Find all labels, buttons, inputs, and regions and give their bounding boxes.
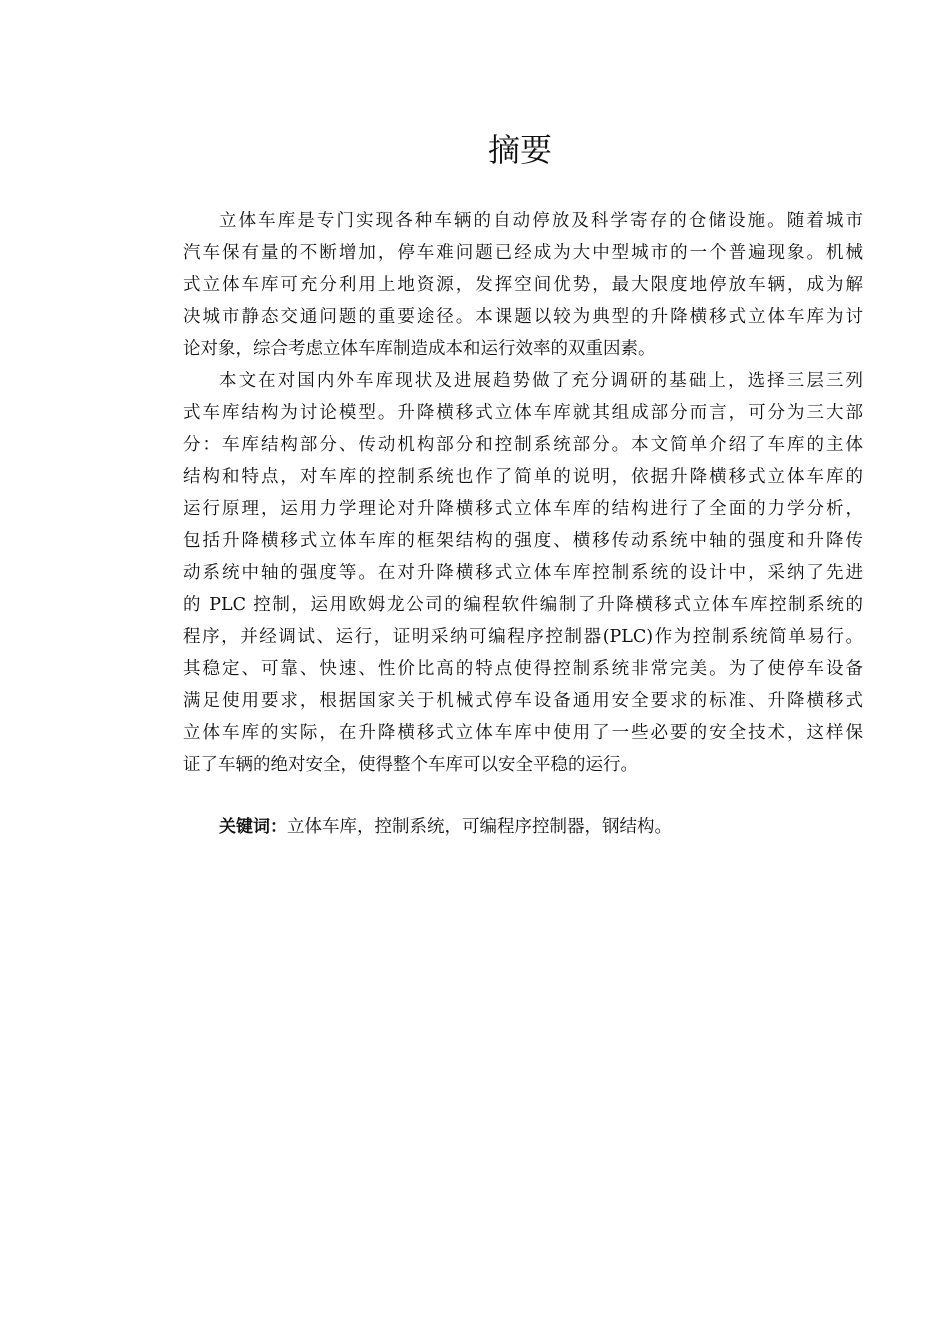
text-line: 满足使用要求，根据国家关于机械式停车设备通用安全要求的标准、升降横移式 <box>183 691 863 711</box>
text-line: 论对象，综合考虑立体车库制造成本和运行效率的双重因素。 <box>183 339 656 359</box>
keywords-line <box>219 811 672 843</box>
text-line: 本文在对国内外车库现状及进展趋势做了充分调研的基础上，选择三层三列 <box>219 371 863 391</box>
text-line: 动系统中轴的强度等。在对升降横移式立体车库控制系统的设计中，采纳了先进 <box>183 563 863 583</box>
text-line: 运行原理，运用力学理论对升降横移式立体车库的结构进行了全面的力学分析， <box>183 499 863 519</box>
text-line: 包括升降横移式立体车库的框架结构的强度、横移传动系统中轴的强度和升降传 <box>183 531 863 551</box>
paragraph-2 <box>183 365 863 781</box>
text-line: 立体车库是专门实现各种车辆的自动停放及科学寄存的仓储设施。随着城市 <box>219 211 863 231</box>
text-line: 结构和特点，对车库的控制系统也作了简单的说明，依据升降横移式立体车库的 <box>183 467 863 487</box>
page-title: 摘要 <box>487 131 552 169</box>
paragraph-1 <box>183 205 863 365</box>
text-line: 证了车辆的绝对安全，使得整个车库可以安全平稳的运行。 <box>183 755 638 775</box>
keywords-text: 立体车库，控制系统，可编程序控制器，钢结构。 <box>287 817 672 837</box>
text-line: 式车库结构为讨论模型。升降横移式立体车库就其组成部分而言，可分为三大部 <box>183 403 863 423</box>
keywords-label: 关键词： <box>219 817 287 837</box>
text-line: 程序，并经调试、运行，证明采纳可编程序控制器(PLC)作为控制系统简单易行。 <box>183 627 863 647</box>
text-line: 分：车库结构部分、传动机构部分和控制系统部分。本文简单介绍了车库的主体 <box>183 435 863 455</box>
text-line: 立体车库的实际，在升降横移式立体车库中使用了一些必要的安全技术，这样保 <box>183 723 863 743</box>
text-line: 的 PLC 控制，运用欧姆龙公司的编程软件编制了升降横移式立体车库控制系统的 <box>183 595 863 615</box>
abstract-body <box>183 205 863 781</box>
text-line: 决城市静态交通问题的重要途径。本课题以较为典型的升降横移式立体车库为讨 <box>183 307 863 327</box>
text-line: 其稳定、可靠、快速、性价比高的特点使得控制系统非常完美。为了使停车设备 <box>183 659 863 679</box>
text-line: 式立体车库可充分利用上地资源，发挥空间优势，最大限度地停放车辆，成为解 <box>183 275 863 295</box>
text-line: 汽车保有量的不断增加，停车难问题已经成为大中型城市的一个普遍现象。机械 <box>183 243 863 263</box>
